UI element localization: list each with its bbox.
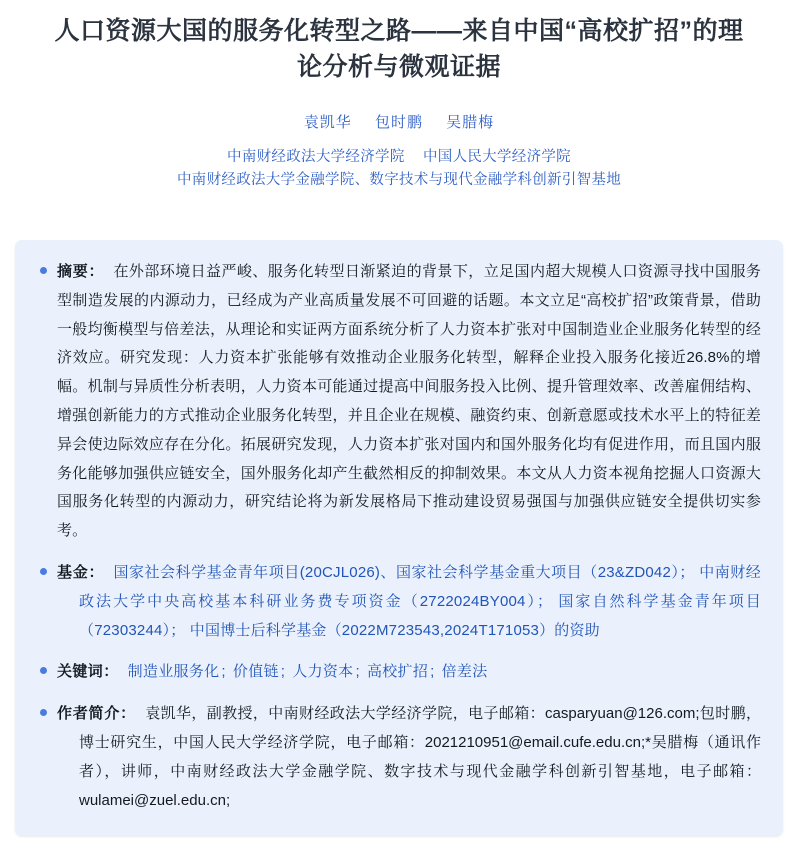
affiliation-item: 中南财经政法大学经济学院	[227, 149, 405, 165]
keyword-separator: ;	[221, 663, 226, 681]
keywords-label: 关键词：	[57, 663, 119, 681]
author-name: 吴腊梅	[446, 114, 495, 131]
funding-body	[57, 559, 761, 645]
abstract-entry	[37, 258, 761, 546]
affiliation-line	[0, 169, 798, 192]
author-bio-text: 袁凯华，副教授，中南财经政法大学经济学院，电子邮箱：casparyuan@126.com;包时鹏，博士研究生，中国人民大学经济学院，电子邮箱：2021210951@email.cufe.edu.cn;*吴腊梅（通讯作者），讲师，中南财经政法大学金融学院、数字技术与现代金融学科创新引智基地，电子邮箱：wulamei@zuel.edu.cn;	[79, 705, 761, 809]
author-name: 袁凯华	[303, 114, 352, 131]
affiliation-line	[0, 146, 798, 169]
keyword-item[interactable]: 人力资本	[292, 663, 354, 681]
keyword-item[interactable]: 高校扩招	[366, 663, 429, 681]
keyword-item[interactable]: 制造业服务化	[127, 663, 220, 681]
bullet-icon	[40, 267, 47, 274]
funding-label: 基金：	[57, 563, 105, 581]
author-bio-entry	[37, 700, 761, 815]
keyword-separator: ;	[430, 663, 435, 681]
author-list	[0, 111, 798, 132]
abstract-body	[57, 258, 761, 546]
bullet-icon	[40, 568, 47, 575]
abstract-panel	[15, 240, 783, 835]
page-title: 人口资源大国的服务化转型之路——来自中国“高校扩招”的理论分析与微观证据	[54, 17, 744, 81]
abstract-text: 在外部环境日益严峻、服务化转型日渐紧迫的背景下，立足国内超大规模人口资源寻找中国服务型制造发展的内源动力，已经成为产业高质量发展不可回避的话题。本文立足“高校扩招”政策背景，借助一般均衡模型与倍差法，从理论和实证两方面系统分析了人力资本扩张对中国制造业企业服务化转型的经济效应。研究发现：人力资本扩张能够有效推动企业服务化转型，解释企业投入服务化接近26.8%的增幅。机制与异质性分析表明，人力资本可能通过提高中间服务投入比例、提升管理效率、改善雇佣结构、增强创新能力的方式推动企业服务化转型，并且企业在规模、融资约束、创新意愿或技术水平上的特征差异会使边际效应存在分化。拓展研究发现，人力资本扩张对国内和国外服务化均有促进作用，而且国内服务化能够加强供应链安全，国外服务化却产生截然相反的抑制效果。本文从人力资本视角挖掘人口资源大国服务化转型的内源动力，研究结论将为新发展格局下推动建设贸易强国与加强供应链安全提供切实参考。	[57, 263, 761, 540]
authors-block	[0, 111, 798, 193]
bullet-icon	[40, 709, 47, 716]
affiliation-list	[0, 146, 798, 193]
funding-text: 国家社会科学基金青年项目(20CJL026)、国家社会科学基金重大项目（23&ZD042）； 中南财经政法大学中央高校基本科研业务费专项资金（2722024BY004）； 国家自然科学基金青年项目（72303244）； 中国博士后科学基金（2022M723543,2024T171053）的资助	[79, 563, 761, 639]
keywords-body	[57, 658, 761, 687]
author-bio-body	[57, 700, 761, 815]
keyword-separator: ;	[280, 663, 286, 681]
keyword-item[interactable]: 价值链	[232, 663, 279, 681]
keyword-item[interactable]: 倍差法	[441, 663, 488, 681]
author-bio-label: 作者简介：	[57, 705, 136, 723]
author-name: 包时鹏	[374, 114, 423, 131]
bullet-icon	[40, 667, 47, 674]
funding-entry	[37, 559, 761, 645]
keywords-entry	[37, 658, 761, 687]
title-block	[0, 0, 798, 85]
affiliation-item: 中南财经政法大学金融学院、数字技术与现代金融学科创新引智基地	[177, 172, 621, 189]
abstract-label: 摘要：	[57, 263, 105, 280]
keyword-separator: ;	[355, 663, 360, 681]
affiliation-item: 中国人民大学经济学院	[422, 149, 571, 165]
